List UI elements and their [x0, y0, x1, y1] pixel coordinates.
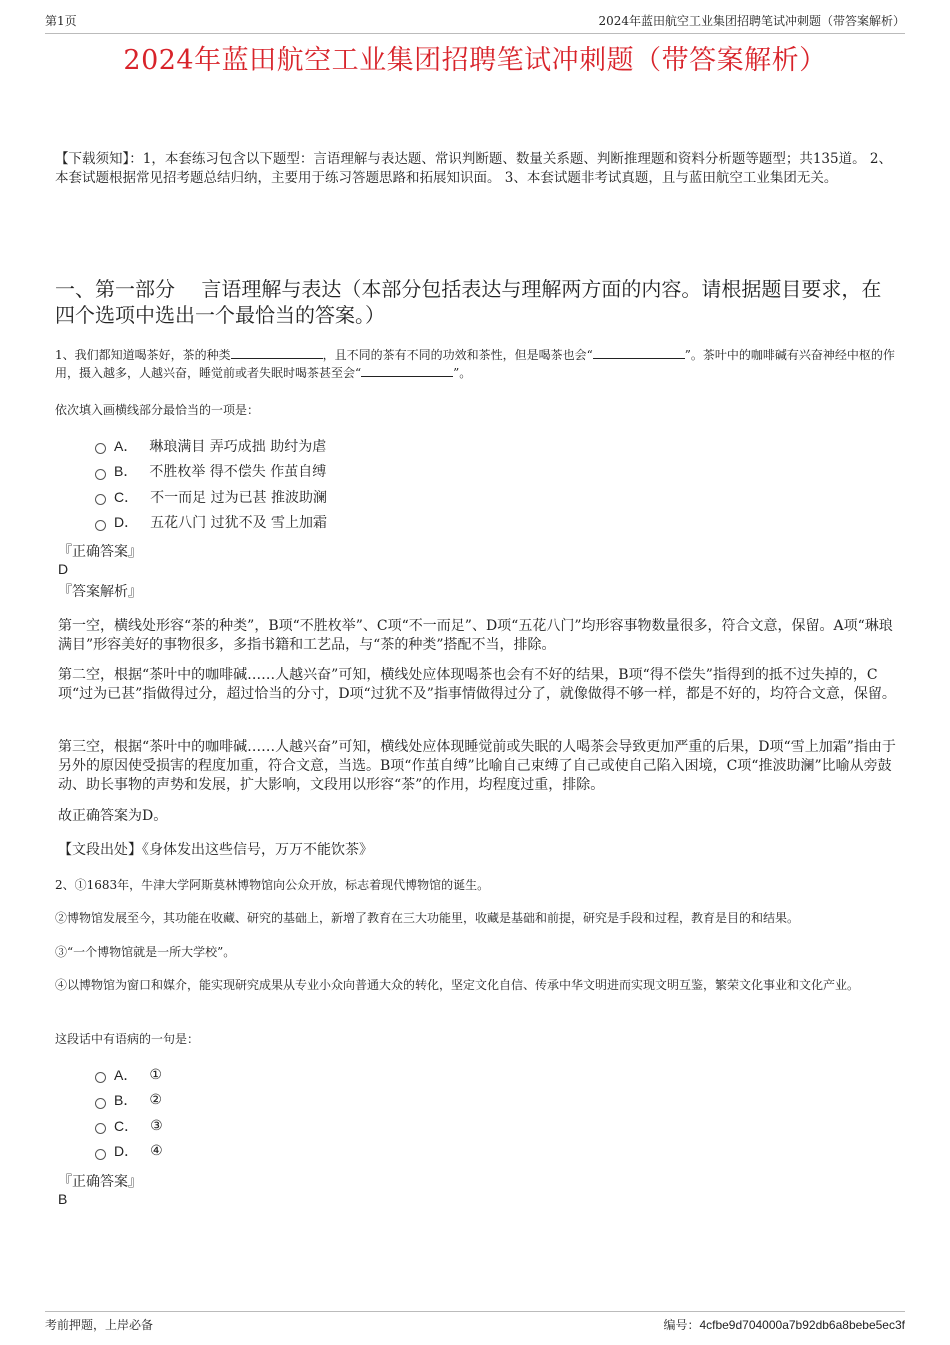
- correct-answer-value: D: [58, 561, 69, 577]
- question-1-options: [95, 433, 327, 535]
- footer-slogan: 考前押题，上岸必备: [45, 1318, 154, 1332]
- option-c[interactable]: C． ③: [95, 1113, 163, 1139]
- radio-button[interactable]: [95, 1072, 106, 1083]
- analysis-label: 『答案解析』: [58, 584, 142, 600]
- analysis-paragraph: 第二空，根据“茶叶中的咖啡碱……人越兴奋”可知，横线处应体现喝茶也会有不好的结果，B项“得不偿失”指得到的抵不过失掉的，C项“过为已甚”指做得过分，超过恰当的分寸，D项“过犹不及”指事情做得过分了，就像做得不够一样，都是不好的，均符合文意，保留。: [58, 667, 896, 702]
- header-doc-title: 2024年蓝田航空工业集团招聘笔试冲刺题（带答案解析）: [598, 14, 905, 28]
- passage-source: 【文段出处】《身体发出这些信号，万万不能饮茶》: [58, 842, 373, 858]
- section-heading: 一、第一部分 言语理解与表达（本部分包括表达与理解两方面的内容。请根据题目要求，在四个选项中选出一个最恰当的答案。）: [55, 277, 882, 327]
- radio-button[interactable]: [95, 1098, 106, 1109]
- option-b[interactable]: B． ②: [95, 1088, 163, 1114]
- question-2-sentence-3: ③“一个博物馆就是一所大学校”。: [55, 945, 236, 959]
- analysis-paragraph: 第一空，横线处形容“茶的种类”，B项“不胜枚举”、C项“不一而足”、D项“五花八门”均形容事物数量很多，符合文意，保留。A项“琳琅满目”形容美好的事物很多，多指书籍和工艺品，与“茶的种类”搭配不当，排除。: [58, 618, 893, 653]
- question-2-sentence-4: ④以博物馆为窗口和媒介，能实现研究成果从专业小众向普通大众的转化，坚定文化自信、传承中华文明进而实现文明互鉴，繁荣文化事业和文化产业。: [55, 978, 860, 992]
- page-footer: [45, 1311, 905, 1333]
- correct-answer-value: B: [58, 1191, 68, 1207]
- analysis-conclusion: 故正确答案为D。: [58, 808, 168, 824]
- fill-blank: [361, 364, 453, 377]
- radio-button[interactable]: [95, 1149, 106, 1160]
- radio-button[interactable]: [95, 494, 106, 505]
- question-2-options: [95, 1062, 163, 1164]
- fill-blank: [593, 346, 685, 359]
- correct-answer-label: 『正确答案』: [58, 544, 142, 560]
- option-a[interactable]: A． ①: [95, 1062, 163, 1088]
- radio-button[interactable]: [95, 443, 106, 454]
- question-1-stem: 1、我们都知道喝茶好，茶的种类 ，且不同的茶有不同的功效和茶性，但是喝茶也会“ ”。茶叶中的咖啡碱有兴奋神经中枢的作用，摄入越多，人越兴奋，睡觉前或者失眠时喝茶甚至会“ ”。: [55, 348, 895, 380]
- radio-button[interactable]: [95, 520, 106, 531]
- radio-button[interactable]: [95, 1123, 106, 1134]
- page-header: [45, 12, 905, 34]
- option-a[interactable]: A． 琳琅满目 弄巧成拙 助纣为虐: [95, 433, 327, 459]
- analysis-paragraph: 第三空，根据“茶叶中的咖啡碱……人越兴奋”可知，横线处应体现睡觉前或失眠的人喝茶会导致更加严重的后果，D项“雪上加霜”指由于另外的原因使受损害的程度加重，符合文意，当选。B项“作茧自缚”比喻自己束缚了自己或使自己陷入困境，C项“推波助澜”比喻从旁鼓动、助长事物的声势和发展，扩大影响，文段用以形容“茶”的作用，均程度过重，排除。: [58, 739, 896, 793]
- option-d[interactable]: D． ④: [95, 1139, 163, 1165]
- page-number: 第1页: [45, 14, 77, 28]
- option-b[interactable]: B． 不胜枚举 得不偿失 作茧自缚: [95, 459, 327, 485]
- fill-blank: [231, 346, 323, 359]
- correct-answer-label: 『正确答案』: [58, 1174, 142, 1190]
- radio-button[interactable]: [95, 469, 106, 480]
- document-code: 编号：4cfbe9d704000a7b92db6a8bebe5ec3f: [663, 1318, 905, 1332]
- question-1-prompt: 依次填入画横线部分最恰当的一项是：: [55, 403, 260, 417]
- question-2-prompt: 这段话中有语病的一句是：: [55, 1032, 200, 1046]
- option-c[interactable]: C． 不一而足 过为已甚 推波助澜: [95, 484, 327, 510]
- document-title: 2024年蓝田航空工业集团招聘笔试冲刺题（带答案解析）: [123, 45, 827, 76]
- question-2-sentence-1: 2、①1683年，牛津大学阿斯莫林博物馆向公众开放，标志着现代博物馆的诞生。: [55, 878, 490, 892]
- download-notice: 【下载须知】：1，本套练习包含以下题型：言语理解与表达题、常识判断题、数量关系题、判断推理题和资料分析题等题型；共135道。 2、本套试题根据常见招考题总结归纳，主要用于练习答题思路和拓展知识面。 3、本套试题非考试真题，且与蓝田航空工业集团无关。: [55, 151, 892, 186]
- option-d[interactable]: D． 五花八门 过犹不及 雪上加霜: [95, 510, 327, 536]
- question-2-sentence-2: ②博物馆发展至今，其功能在收藏、研究的基础上，新增了教育在三大功能里，收藏是基础和前提，研究是手段和过程，教育是目的和结果。: [55, 911, 800, 925]
